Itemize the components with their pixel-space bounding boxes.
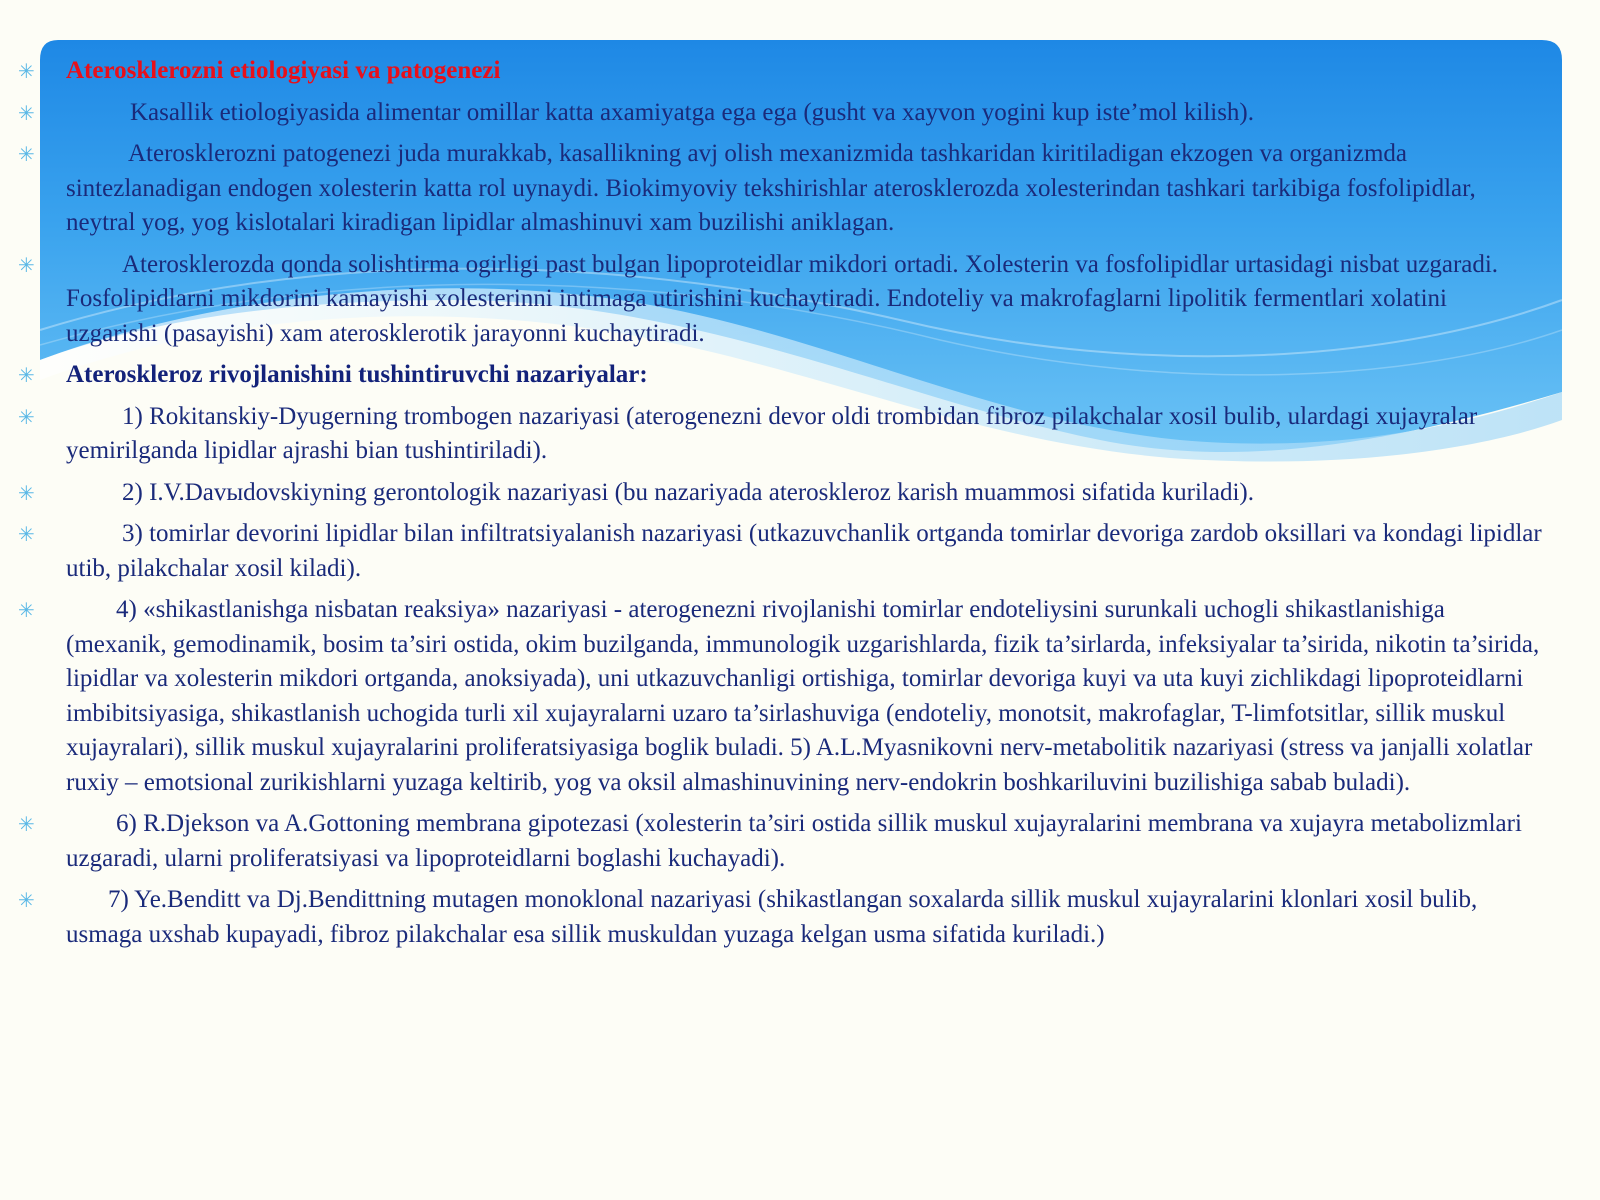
slide-title: Aterosklerozni etiologiyasi va patogenezi [66,57,501,84]
paragraph: 3) tomirlar devorini lipidlar bilan infiltratsiyalanish nazariyasi (utkazuvchanlik ortganda tomirlar devoriga zardob oksillari va kondagi lipidlar utib, pilakchalar xosil kiladi). [66,520,1542,582]
list-item [16,248,1544,352]
paragraph: Aterosklerozda qonda solishtirma ogirligi past bulgan lipoproteidlar mikdori ortadi. Xolesterin va fosfolipidlar urtasidagi nisbat uzgaradi. Fosfolipidlarni mikdorini kamayishi xolesterinni intimaga utirishini kuchaytiradi. Endoteliy va makrofaglarni lipolitik fermentlari xolatini uzgarishi (pasayishi) xam aterosklerotik jarayonni kuchaytiradi. [66,250,1499,347]
list-item [16,476,1544,511]
asterisk-icon: ✳ [18,480,35,505]
slide-content [16,54,1544,959]
paragraph: 1) Rokitanskiy-Dyugerning trombogen nazariyasi (aterogenezni devor oldi trombidan fibroz pilakchalar xosil bulib, ulardagi xujayralar yemirilganda lipidlar ajrashi bian tushintiriladi). [66,402,1478,464]
paragraph: 6) R.Djekson va A.Gottoning membrana gipotezasi (xolesterin ta’siri ostida sillik muskul xujayralarini membrana va xujayra metabolizmlari uzgaradi, ularni proliferatsiyasi va lipoproteidlarni boglashi kuchayadi). [66,810,1522,872]
asterisk-icon: ✳ [18,252,35,277]
asterisk-icon: ✳ [18,404,35,429]
list-item-heading [16,358,1544,393]
asterisk-icon: ✳ [18,522,35,546]
paragraph: Aterosklerozni patogenezi juda murakkab, kasallikning avj olish mexanizmida tashkaridan kiritiladigan ekzogen va organizmda sintezlanadigan endogen xolesterin katta rol uynaydi. Biokimyoviy tekshirishlar aterosklerozda xolesterindan tashkari tarkibiga fosfolipidlar, neytral yog, yog kislotalari kiradigan lipidlar almashinuvi xam buzilishi aniklagan. [66,140,1476,236]
asterisk-icon: ✳ [18,100,35,125]
list-item [16,400,1544,469]
asterisk-icon: ✳ [18,888,35,912]
asterisk-icon: ✳ [18,812,35,836]
paragraph: 4) «shikastlanishga nisbatan reaksiya» nazariyasi - aterogenezni rivojlanishi tomirlar endoteliysini surunkali uchogli shikastlanishiga (mexanik, gemodinamik, bosim ta’siri ostida, okim buzilganda, immunologik uzgarishlarda, fizik ta’sirlarda, infeksiyalar ta’sirida, nikotin ta’sirida, lipidlar va xolesterin mikdori ortganda, anoksiyada), uni utkazuvchanligi ortishiga, tomirlar devoriga kuyi va uta kuyi zichlikdagi lipoproteidlarni imbibitsiyasiga, shikastlanish uchogida turli xil xujayralarni uzaro ta’sirlashuviga (endoteliy, monotsit, makrofaglar, T-limfotsitlar, sillik muskul xujayralari), sillik muskul xujayralarini proliferatsiyasiga boglik buladi. 5) A.L.Myasnikovni nerv-metabolitik nazariyasi (stress va janjalli xolatlar ruxiy – emotsional zurikishlarni yuzaga keltirib, yog va oksil almashinuvining nerv-endokrin boshkariluvini buzilishiga sabab buladi). [66,596,1540,796]
asterisk-icon: ✳ [18,142,35,166]
section-heading: Ateroskleroz rivojlanishini tushintiruvchi nazariyalar: [66,361,648,388]
list-item [16,137,1544,241]
list-item [16,517,1544,586]
paragraph: 2) I.V.Davыdovskiyning gerontologik nazariyasi (bu nazariyada ateroskleroz karish muammosi sifatida kuriladi). [122,478,1254,506]
list-item [16,96,1544,131]
asterisk-icon: ✳ [18,598,35,622]
list-item [16,807,1544,876]
paragraph: 7) Ye.Benditt va Dj.Bendittning mutagen monoklonal nazariyasi (shikastlangan soxalarda sillik muskul xujayralarini klonlari xosil bulib, usmaga uxshab kupayadi, fibroz pilakchalar esa sillik muskuldan yuzaga kelgan usma sifatida kuriladi.) [66,886,1478,948]
asterisk-icon: ✳ [18,363,35,387]
list-item-title [16,54,1544,89]
list-item [16,883,1544,952]
list-item [16,593,1544,800]
asterisk-icon: ✳ [18,59,35,83]
paragraph: Kasallik etiologiyasida alimentar omillar katta axamiyatga ega ega (gusht va xayvon yogini kup iste’mol kilish). [130,98,1255,126]
